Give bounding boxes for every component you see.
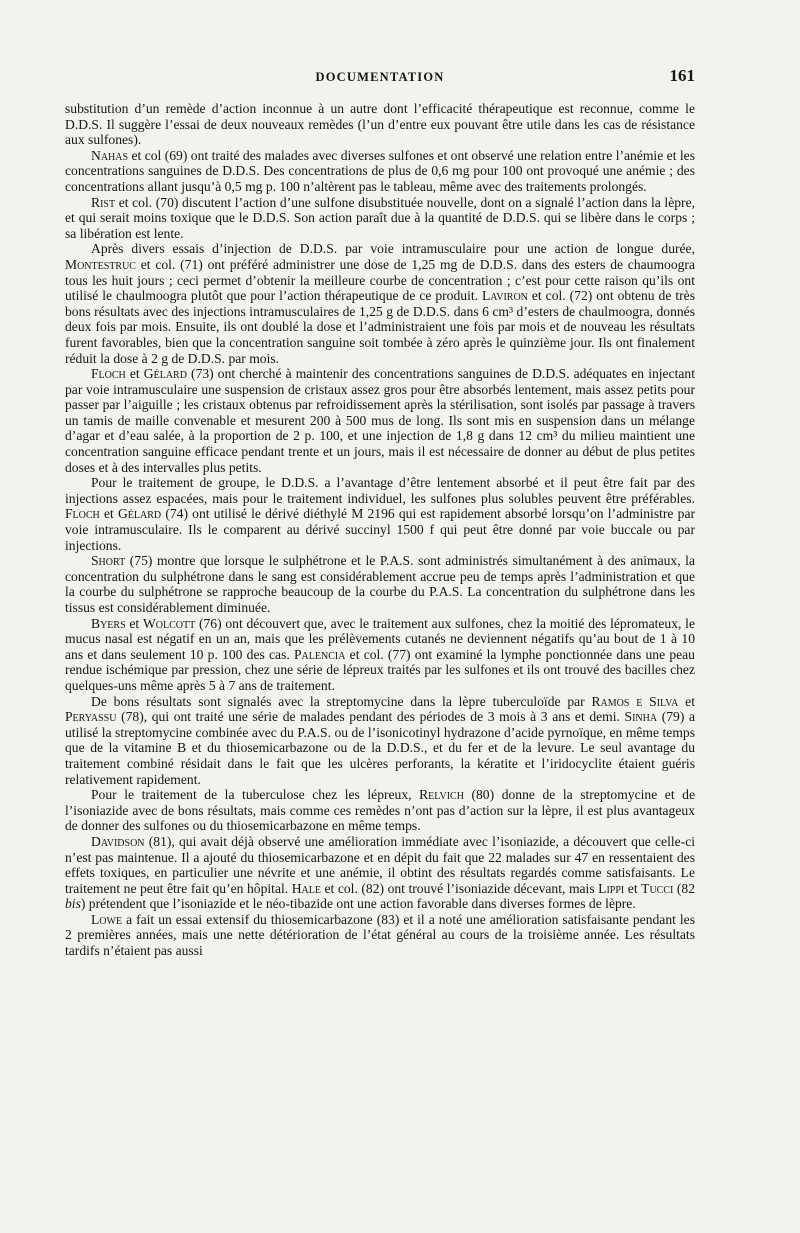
- author-name: Lippi: [598, 880, 625, 896]
- text-run: (76) ont découvert que, avec le traitement aux sulfones, chez la moitié des lépromateux, le mucus nasal est négatif en un an, mais que les prélèvements cutanés ne deviennent négatifs qu’au bout de 1 à 10 ans et dans seulement 10 p. 100 des cas.: [65, 615, 695, 662]
- text-run: et col. (77) ont examiné la lymphe ponctionnée dans une peau rendue ischémique par pression, chez une série de lépreux traités par les sulfones et ils ont trouvé des bacilles chez quelques-uns même après 5 à 7 ans de traitement.: [65, 646, 695, 693]
- author-name: Floch: [91, 366, 126, 382]
- paragraph: [65, 475, 695, 553]
- text-run: et col. (72) ont obtenu de très bons résultats avec des injections intramusculaires de 1,25 g de D.D.S. dans 6 cm³ d’esters de chaulmoogra, donnés deux fois par mois. Ensuite, ils ont doublé la dose et l’administraient une fois par mois et de nouveau les résultats furent favorables, bien que la concentration sanguine soit tombée à zéro après le quinzième jour. Ils ont finalement réduit la dose à 2 g de D.D.S. par mois.: [65, 288, 695, 366]
- author-name: Nahas: [91, 147, 129, 163]
- author-name: Gélard: [117, 506, 162, 522]
- text-run: et col. (71) ont préféré administrer une dose de 1,25 mg de D.D.S. dans des esters de chaumoogra tous les huit jours ; ceci permet d’obtenir la meilleure courbe de concentration ; c’est pour cette raison qu’ils ont utilisé le chaulmoogra plutôt que pour l’action thérapeutique de ce produit.: [65, 256, 695, 304]
- author-name: Ramos e Silva: [591, 693, 679, 709]
- author-name: Sinha: [624, 709, 658, 725]
- author-name: Laviron: [482, 288, 528, 304]
- text-run: (81), qui avait déjà observé une amélioration immédiate avec l’isoniazide, a découvert que celle-ci n’est pas maintenue. Il a ajouté du thiosemicarbazone et en dépit du fait que 22 malades sur 47 en ressentaient des effets toxiques, en particulier une névrite et une anémie, il obtint des résultats regardés comme satisfaisants. Le traitement ne peut être fait qu’en hôpital.: [65, 833, 695, 896]
- text-run: et: [99, 506, 118, 522]
- text-run: (80) donne de la streptomycine et de l’isoniazide avec de bons résultats, mais comme ces remèdes n’ont pas d’action sur la lèpre, il est plus avantageux de donner des sulfones ou du thiosemicarbazone en même temps.: [65, 787, 696, 834]
- paragraph: [65, 241, 695, 366]
- author-name: Byers: [91, 615, 126, 631]
- paragraph: [65, 366, 695, 475]
- text-run: (75) montre que lorsque le sulphétrone et le P.A.S. sont administrés simultanément à des animaux, la concentration du sulphétrone dans le sang est considérablement accrue peu de temps après l’administration et que la courbe du sulphétrone se rapproche beaucoup de la courbe du P.A.S. La concentration du sulphétrone dans les tissus est considérablement diminuée.: [65, 553, 695, 615]
- text-run: et col. (70) discutent l’action d’une sulfone disubstituée nouvelle, dont on a signalé l’action dans la lèpre, et qui serait moins toxique que le D.D.S. Son action paraît due à la quantité de D.D.S. qui se libère dans le corps ; sa libération est lente.: [65, 194, 695, 241]
- author-name: Peryassu: [65, 709, 117, 725]
- paragraph: [65, 195, 695, 242]
- text-run: et col. (82) ont trouvé l’isoniazide décevant, mais: [320, 880, 599, 896]
- text-run: (79) a utilisé la streptomycine combinée avec du P.A.S. ou de l’isonicotinyl hydrazone d’acide pyrnoïque, en même temps que de la vitamine B et du thiosemicarbazone ou de la D.D.S., et du fer et de la levure. Le seul avantage du traitement combiné résidait dans le fait que les ulcères perforants, la kératite et l’iridocyclite étaient guéris relativement rapidement.: [65, 709, 695, 787]
- text-run: et: [125, 615, 143, 631]
- author-name: Floch: [65, 506, 100, 522]
- text-run: et: [624, 880, 642, 896]
- text-run: a fait un essai extensif du thiosemicarbazone (83) et il a noté une amélioration satisfaisante pendant les 2 premières années, mais une nette détérioration de l’état général au cours de la troisième année. Les résultats tardifs n’étaient pas aussi: [65, 911, 695, 959]
- paragraph: [65, 553, 695, 615]
- author-name: Lowe: [91, 911, 123, 927]
- author-name: Rist: [91, 194, 116, 210]
- page-header: [65, 68, 695, 90]
- author-name: Short: [91, 553, 126, 569]
- paragraph: [65, 101, 695, 148]
- text-run: ) prétendent que l’isoniazide et le néo-tibazide ont une action favorable dans diverses formes de lèpre.: [80, 896, 636, 912]
- paragraph: [65, 616, 695, 694]
- paragraph: [65, 912, 695, 959]
- author-name: Davidson: [91, 833, 145, 849]
- text-run: et: [125, 366, 144, 382]
- text-run: (73) ont cherché à maintenir des concentrations sanguines de D.D.S. adéquates en injectant par voie intramusculaire une suspension de cristaux assez gros pour être absorbés lentement, mais assez petits pour passer par l’aiguille ; les cristaux obtenus par refroidissement après la stérilisation, sont isolés par passage à travers un tamis de maille convenable et mesurent 200 à 500 mus de long. Ils sont mis en suspension dans un mélange d’agar et d’eau salée, à la proportion de 2 p. 100, et une injection de 1,8 g dans 12 cm³ du milieu maintient une concentration sanguine efficace pendant trente et un jours, mais il est nécessaire de donner au début de plus petites doses et à des intervalles plus petits.: [65, 366, 695, 475]
- paragraph: [65, 834, 695, 912]
- author-name: Hale: [291, 880, 321, 896]
- author-name: Tucci: [641, 880, 674, 896]
- author-name: Montestruc: [65, 256, 136, 272]
- text-run: et: [678, 693, 695, 709]
- text-run: Pour le traitement de groupe, le D.D.S. a l’avantage d’être lentement absorbé et il peut être fait par des injections assez espacées, mais pour le traitement individuel, les sulfones plus solubles peuvent être préférables.: [65, 475, 695, 506]
- text-run: Pour le traitement de la tuberculose chez les lépreux,: [91, 787, 420, 803]
- author-name: Relvich: [419, 787, 464, 803]
- author-name: Wolcott: [142, 615, 196, 631]
- text-run: (82: [673, 880, 696, 896]
- text-run: substitution d’un remède d’action inconnue à un autre dont l’efficacité thérapeutique est reconnue, comme le D.D.S. Il suggère l’essai de deux nouveaux remèdes (l’un d’entre eux pouvant être utile dans les cas de résistance aux sulfones).: [65, 101, 695, 148]
- author-name: Gélard: [143, 366, 187, 382]
- text-run: De bons résultats sont signalés avec la streptomycine dans la lèpre tuberculoïde par: [91, 693, 592, 709]
- body-text: [65, 101, 695, 959]
- running-head: DOCUMENTATION: [315, 70, 445, 84]
- italic-text: bis: [65, 896, 81, 912]
- paragraph: [65, 787, 695, 834]
- paragraph: [65, 694, 695, 788]
- author-name: Palencia: [294, 646, 346, 662]
- text-run: (74) ont utilisé le dérivé diéthylé M 2196 qui est rapidement absorbé lorsqu’on l’administre par voie intramusculaire. Ils le comparent au dérivé succinyl 1500 f qui peut être donné par voie buccale ou par injections.: [65, 506, 695, 553]
- text-run: Après divers essais d’injection de D.D.S. par voie intramusculaire pour une action de longue durée,: [91, 241, 695, 257]
- page-number: 161: [669, 66, 695, 85]
- text-run: (78), qui ont traité une série de malades pendant des périodes de 3 mois à 3 ans et demi.: [116, 709, 625, 725]
- text-run: et col (69) ont traité des malades avec diverses sulfones et ont observé une relation entre l’anémie et les concentrations sanguines de D.D.S. Des concentrations de plus de 0,6 mg pour 100 ont provoqué une anémie ; des concentrations allant jusqu’à 0,5 mg p. 100 n’altèrent pas le tableau, même avec des traitements prolongés.: [65, 147, 695, 194]
- paragraph: [65, 148, 695, 195]
